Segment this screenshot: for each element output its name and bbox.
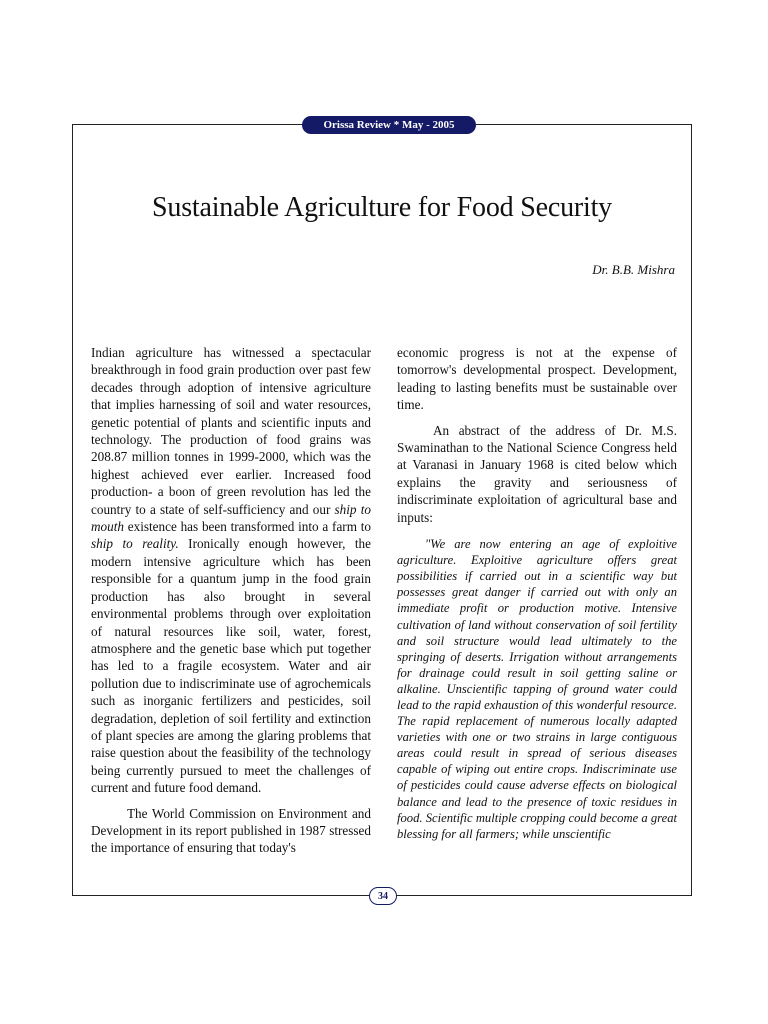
left-paragraph-1-text-a: Indian agriculture has witnessed a spectacular breakthrough in food grain production over past few decades through adoption of intensive agriculture that implies harnessing of soil and water resources, genetic potential of plants and scientific inputs and technology. The production of food grains was 208.87 million tonnes in 1999-2000, which was the highest achieved ever earlier. Increased food production- a boon of green revolution has led the country to a state of self-sufficiency and our bbox=[91, 345, 371, 517]
right-paragraph-1: economic progress is not at the expense of tomorrow's developmental prospect. Development, leading to lasting benefits must be sustainable over time. bbox=[397, 345, 677, 413]
article-author: Dr. B.B. Mishra bbox=[592, 262, 675, 277]
right-paragraph-2: An abstract of the address of Dr. M.S. Swaminathan to the National Science Congress held at Varanasi in January 1968 is cited below which explains the gravity and seriousness of indiscriminate exploitation of agricultural base and inputs: bbox=[397, 422, 677, 525]
left-paragraph-1-text-b: existence has been transformed into a farm to bbox=[123, 519, 371, 535]
swaminathan-quote: "We are now entering an age of exploitive agriculture. Exploitive agriculture offers great possibilities if carried out in a scientific way but possesses great danger if carried out with only an immediate profit or production motive. Intensive cultivation of land without conservation of soil fertility and soil structure would lead ultimately to the springing of deserts. Irrigation without arrangements for drainage could result in soil getting saline or alkaline. Unscientific tapping of ground water could lead to the rapid exhaustion of this wonderful resource. The rapid replacement of numerous locally adapted varieties with one or two strains in large contiguous areas could result in spread of serious diseases capable of wiping out entire crops. Indiscriminate use of pesticides could cause adverse effects on biological balance and lead to the presence of toxic residues in food. Scientific multiple cropping could become a great blessing for all farmers; while unscientific bbox=[397, 537, 677, 841]
journal-issue-badge: Orissa Review * May - 2005 bbox=[302, 116, 476, 134]
right-column bbox=[397, 344, 677, 842]
emphasis-ship-to-reality: ship to reality. bbox=[91, 536, 179, 552]
article-title: Sustainable Agriculture for Food Security bbox=[152, 192, 612, 223]
left-paragraph-1-text-c: Ironically enough however, the modern intensive agriculture which has been responsible for a quantum jump in the food grain production has also brought in several environmental problems through over exploitation of natural resources like soil, water, forest, atmosphere and the genetic base which put together has led to a fragile ecosystem. Water and air pollution due to indiscriminate use of agrochemicals such as inorganic fertilizers and pesticides, soil degradation, depletion of soil fertility and extinction of plant species are among the glaring problems that raise question about the feasibility of the technology being currently pursued to meet the challenges of current and future food demand. bbox=[91, 536, 371, 796]
left-paragraph-1 bbox=[91, 344, 371, 797]
emphasis-ship-to-mouth: ship to mouth bbox=[91, 501, 371, 535]
left-paragraph-2: The World Commission on Environment and Development in its report published in 1987 stressed the importance of ensuring that today's bbox=[91, 805, 371, 856]
page-number: 34 bbox=[369, 887, 397, 905]
left-column bbox=[91, 344, 371, 857]
